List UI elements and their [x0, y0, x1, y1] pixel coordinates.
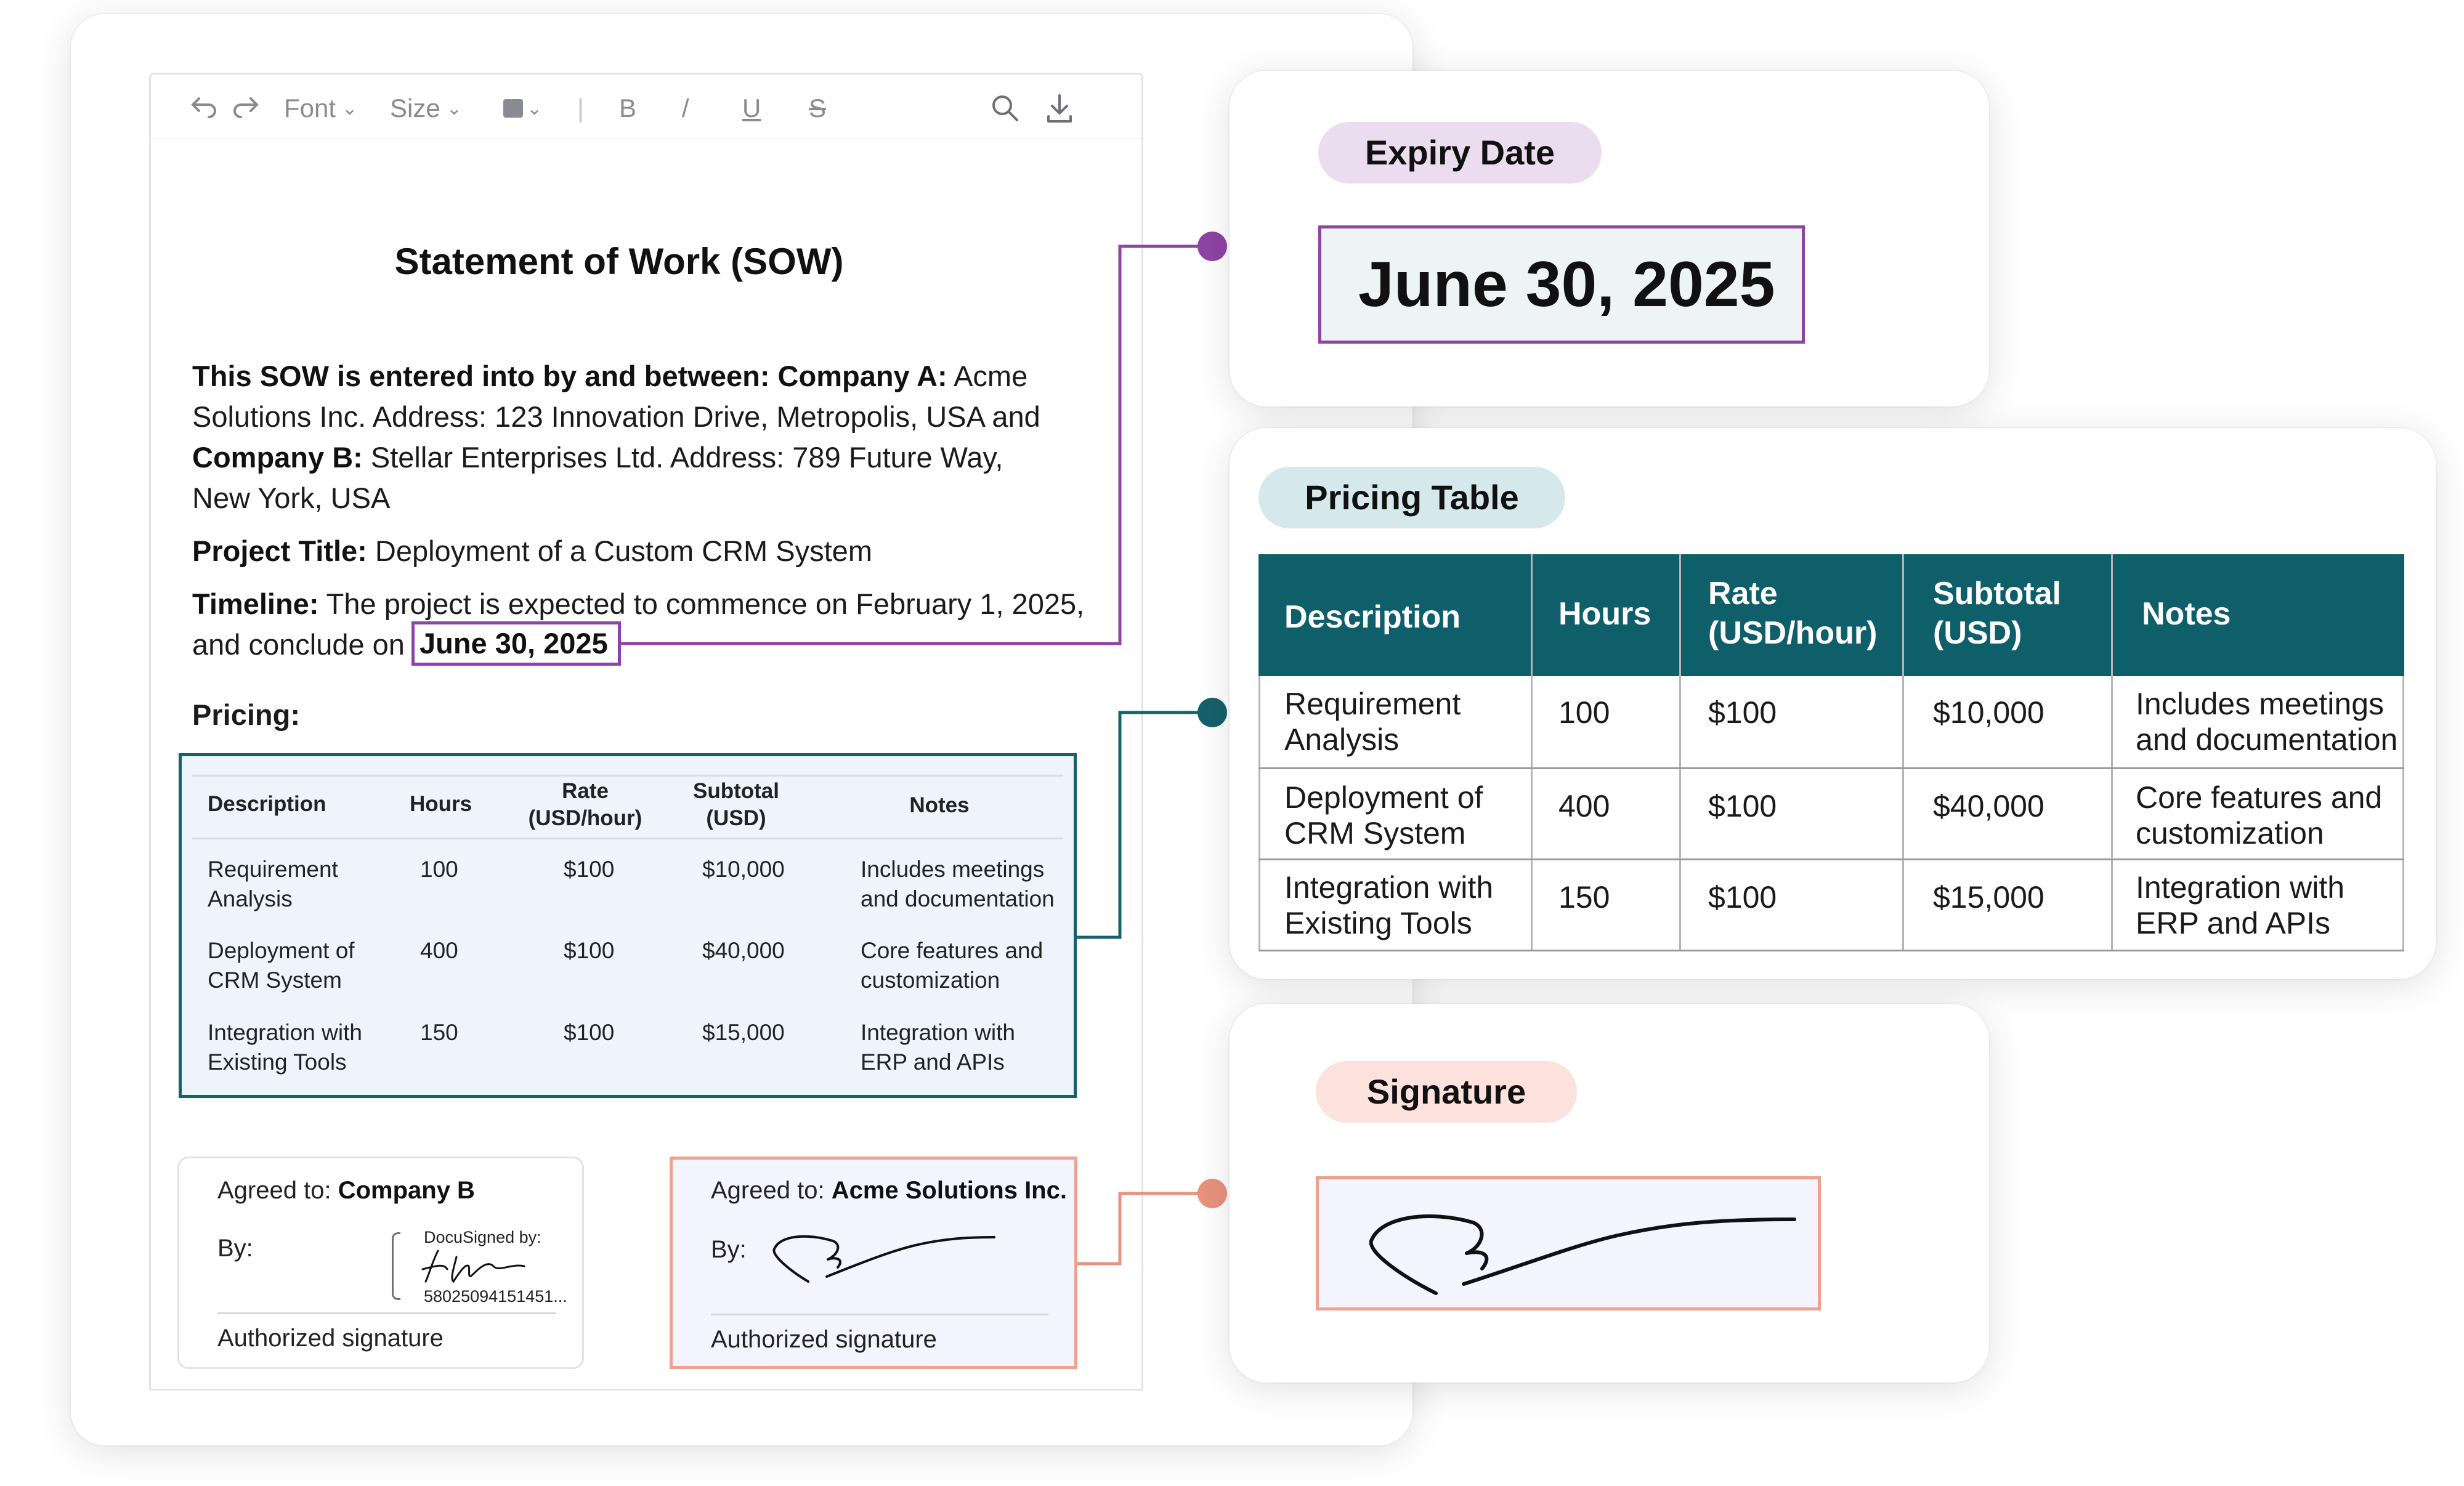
row-divider	[1258, 858, 2404, 860]
cell-rate: $100	[1708, 789, 1777, 823]
th-description: Description	[1284, 599, 1461, 635]
chevron-down-icon: ⌄	[446, 98, 462, 119]
cell-hours: 150	[420, 1020, 458, 1045]
cell-subtotal: $10,000	[702, 857, 785, 882]
handwritten-signature-preview	[1356, 1192, 1799, 1302]
signature-connector-dot	[1198, 1179, 1227, 1208]
underline-button[interactable]: U	[742, 94, 761, 123]
agreed-prefix: Agreed to:	[711, 1177, 832, 1204]
expiry-connector	[621, 246, 1212, 644]
cell-subtotal: $40,000	[702, 938, 785, 963]
cell-rate: $100	[564, 938, 615, 963]
row-divider	[1258, 950, 2404, 951]
th-subtotal: Subtotal (USD)	[1933, 576, 2061, 651]
cell-rate: $100	[1708, 880, 1777, 915]
cell-notes: Integration with ERP and APIs	[861, 1020, 1015, 1075]
pricing-connector-dot	[1198, 698, 1227, 727]
table-border	[1258, 676, 1260, 951]
by-label: By:	[217, 1235, 253, 1262]
column-divider	[1531, 554, 1533, 951]
authorized-signature-label: Authorized signature	[217, 1325, 444, 1352]
party-name: Company B	[338, 1177, 475, 1204]
cell-description: Requirement Analysis	[208, 857, 338, 911]
strikethrough-button[interactable]: S	[809, 94, 827, 123]
cell-notes: Includes meetings and documentation	[2136, 687, 2398, 757]
doc-th-rate: Rate (USD/hour)	[528, 779, 642, 830]
intro-text: Acme	[947, 360, 1028, 392]
intro-text: Stellar Enterprises Ltd. Address: 789 Future Way,	[362, 441, 1003, 474]
cell-rate: $100	[564, 857, 615, 882]
doc-th-subtotal: Subtotal (USD)	[693, 779, 779, 830]
intro-bold: This SOW is entered into by and between: Company A:	[192, 360, 947, 392]
cell-subtotal: $15,000	[1933, 880, 2045, 915]
cell-description: Deployment of CRM System	[208, 938, 355, 993]
pricing-table-pill: Pricing Table	[1258, 467, 1565, 528]
cell-notes: Includes meetings and documentation	[861, 857, 1055, 911]
signature-preview[interactable]	[1316, 1176, 1821, 1310]
column-divider	[1679, 554, 1681, 951]
cell-notes: Core features and customization	[2136, 780, 2383, 850]
cell-rate: $100	[564, 1020, 615, 1045]
cell-description: Integration with Existing Tools	[208, 1020, 362, 1075]
timeline-line-2: and conclude on	[192, 628, 405, 661]
font-label: Font	[284, 94, 336, 123]
table-border	[2402, 676, 2404, 951]
expiry-date-pill: Expiry Date	[1318, 122, 1602, 184]
size-label: Size	[390, 94, 440, 123]
column-divider	[1902, 554, 1904, 951]
party-name: Acme Solutions Inc.	[831, 1177, 1067, 1204]
toolbar-divider: |	[577, 94, 584, 123]
expiry-connector-dot	[1198, 232, 1227, 261]
timeline-value: The project is expected to commence on February 1, 2025,	[318, 588, 1085, 620]
column-divider	[2111, 554, 2113, 951]
cell-hours: 400	[1558, 789, 1610, 823]
doc-th-description: Description	[208, 792, 326, 816]
cell-notes: Core features and customization	[861, 938, 1044, 993]
expiry-date-value[interactable]: June 30, 2025	[1318, 225, 1805, 344]
cell-description: Deployment of CRM System	[1284, 780, 1483, 850]
by-label: By:	[711, 1236, 747, 1263]
doc-th-notes: Notes	[909, 793, 970, 817]
pricing-connector	[1077, 713, 1212, 937]
project-value: Deployment of a Custom CRM System	[367, 535, 872, 567]
bold-button[interactable]: B	[619, 94, 637, 123]
th-hours: Hours	[1558, 596, 1651, 632]
th-rate: Rate (USD/hour)	[1708, 576, 1878, 651]
company-b-label: Company B:	[192, 441, 363, 474]
intro-line-4: New York, USA	[192, 482, 391, 514]
intro-line-2: Solutions Inc. Address: 123 Innovation Drive, Metropolis, USA and	[192, 400, 1040, 433]
signature-pill: Signature	[1316, 1061, 1577, 1123]
end-date-highlight[interactable]: June 30, 2025	[411, 621, 621, 666]
cell-hours: 100	[420, 857, 458, 882]
signature-connector	[1077, 1193, 1212, 1264]
chevron-down-icon: ⌄	[342, 98, 358, 119]
cell-subtotal: $10,000	[1933, 695, 2045, 730]
docusign-id: 58025094151451...	[424, 1287, 567, 1306]
project-label: Project Title:	[192, 535, 367, 567]
cell-hours: 150	[1558, 880, 1610, 915]
doc-th-hours: Hours	[410, 792, 472, 816]
docusigned-label: DocuSigned by:	[424, 1228, 541, 1246]
authorized-signature-label: Authorized signature	[711, 1326, 937, 1353]
row-divider	[1258, 767, 2404, 769]
th-notes: Notes	[2142, 596, 2231, 632]
document-title: Statement of Work (SOW)	[394, 241, 844, 282]
cell-description: Integration with Existing Tools	[1284, 870, 1494, 940]
cell-subtotal: $40,000	[1933, 789, 2045, 823]
cell-subtotal: $15,000	[702, 1020, 785, 1045]
italic-button[interactable]: /	[682, 94, 689, 123]
cell-hours: 100	[1558, 695, 1610, 730]
cell-hours: 400	[420, 938, 458, 963]
agreed-prefix: Agreed to:	[217, 1177, 338, 1204]
cell-description: Requirement Analysis	[1284, 687, 1461, 757]
cell-rate: $100	[1708, 695, 1777, 730]
timeline-label: Timeline:	[192, 588, 319, 620]
pricing-label: Pricing:	[192, 698, 300, 731]
chevron-down-icon: ⌄	[527, 98, 543, 119]
cell-notes: Integration with ERP and APIs	[2136, 870, 2345, 940]
